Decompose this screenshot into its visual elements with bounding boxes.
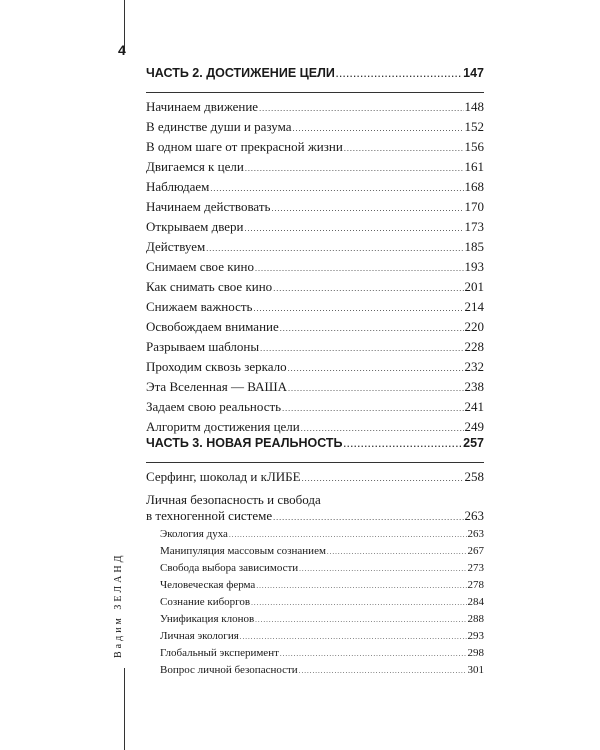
leader-dots — [302, 469, 464, 485]
part-title: ЧАСТЬ 3. НОВАЯ РЕАЛЬНОСТЬ — [146, 436, 343, 450]
toc-part-2 — [146, 66, 484, 439]
entry-title: Как снимать свое кино — [146, 279, 273, 294]
part-divider — [146, 92, 484, 93]
entry-page: 173 — [464, 219, 484, 234]
toc-subentry[interactable] — [146, 630, 484, 647]
part-title: ЧАСТЬ 2. ДОСТИЖЕНИЕ ЦЕЛИ — [146, 66, 335, 80]
leader-dots — [255, 613, 466, 625]
subentry-title: Вопрос личной безопасности — [160, 664, 298, 676]
entry-title: Открываем двери — [146, 219, 244, 234]
leader-dots — [271, 199, 463, 215]
leader-dots — [251, 596, 466, 608]
entry-title: Начинаем действовать — [146, 199, 271, 214]
entry-page: 232 — [464, 359, 484, 374]
subentry-title: Человеческая ферма — [160, 579, 256, 591]
subentry-title: Глобальный эксперимент — [160, 647, 279, 659]
toc-subentry[interactable] — [146, 562, 484, 579]
entry-page: 228 — [464, 339, 484, 354]
subentry-title: Унификация клонов — [160, 613, 255, 625]
toc-entry[interactable] — [146, 219, 484, 239]
toc-subentry[interactable] — [146, 613, 484, 630]
entry-title: Снимаем свое кино — [146, 259, 254, 274]
subchapter-list — [146, 528, 484, 681]
entry-page: 249 — [464, 419, 484, 434]
entry-title: Проходим сквозь зеркало — [146, 359, 287, 374]
entry-title: Алгоритм достижения цели — [146, 419, 300, 434]
subentry-title: Сознание киборгов — [160, 596, 251, 608]
entry-title: Разрываем шаблоны — [146, 339, 260, 354]
toc-entry[interactable] — [146, 259, 484, 279]
subentry-title: Манипуляция массовым сознанием — [160, 545, 326, 557]
toc-entry[interactable] — [146, 379, 484, 399]
leader-dots — [260, 339, 463, 355]
leader-dots — [280, 647, 467, 659]
entry-title: Снижаем важность — [146, 299, 253, 314]
leader-dots — [280, 319, 464, 335]
entry-page: 263 — [464, 508, 484, 523]
part-page: 257 — [463, 436, 484, 450]
toc-subentry[interactable] — [146, 545, 484, 562]
entry-page: 161 — [464, 159, 484, 174]
entry-page: 238 — [464, 379, 484, 394]
entry-page: 185 — [464, 239, 484, 254]
leader-dots — [240, 630, 467, 642]
leader-dots — [206, 239, 463, 255]
entry-page: 152 — [464, 119, 484, 134]
toc-entry[interactable] — [146, 319, 484, 339]
entry-title: В одном шаге от прекрасной жизни — [146, 139, 343, 154]
leader-dots — [273, 279, 463, 295]
leader-dots — [344, 139, 464, 155]
leader-dots — [259, 99, 463, 115]
entry-title: Эта Вселенная — ВАША — [146, 379, 287, 394]
toc-entry[interactable] — [146, 359, 484, 379]
toc-entry[interactable] — [146, 99, 484, 119]
leader-dots — [288, 379, 464, 395]
toc-entry[interactable] — [146, 119, 484, 139]
entry-title-line-1: Личная безопасность и свобода — [146, 492, 321, 507]
entry-page: 258 — [464, 469, 484, 484]
toc-entry[interactable] — [146, 339, 484, 359]
leader-dots — [210, 179, 463, 195]
entry-page: 156 — [464, 139, 484, 154]
entry-page: 148 — [464, 99, 484, 114]
subentry-page: 284 — [467, 596, 484, 608]
part-page: 147 — [463, 66, 484, 80]
leader-dots — [293, 119, 464, 135]
entry-page: 220 — [464, 319, 484, 334]
subentry-title: Экология духа — [160, 528, 228, 540]
entry-title: Освобождаем внимание — [146, 319, 279, 334]
leader-dots — [336, 66, 462, 80]
entry-title: Двигаемся к цели — [146, 159, 244, 174]
part-heading[interactable] — [146, 66, 484, 88]
subentry-page: 267 — [467, 545, 484, 557]
author-running-head: Вадим ЗЕЛАНД — [113, 552, 124, 658]
subentry-page: 273 — [467, 562, 484, 574]
entry-page: 168 — [464, 179, 484, 194]
leader-dots — [255, 259, 464, 275]
margin-line-bottom — [124, 668, 125, 750]
subentry-page: 301 — [467, 664, 484, 676]
toc-entry-multiline[interactable] — [146, 492, 484, 526]
leader-dots — [229, 528, 467, 540]
toc-entry[interactable] — [146, 469, 484, 489]
toc-subentry[interactable] — [146, 664, 484, 681]
entry-title: Задаем свою реальность — [146, 399, 282, 414]
subentry-page: 278 — [467, 579, 484, 591]
leader-dots — [253, 299, 463, 315]
toc-subentry[interactable] — [146, 596, 484, 613]
toc-part-3 — [146, 436, 484, 681]
subentry-page: 298 — [467, 647, 484, 659]
subentry-title: Свобода выбора зависимости — [160, 562, 299, 574]
toc-entry[interactable] — [146, 179, 484, 199]
leader-dots — [344, 436, 463, 450]
entry-title: Действуем — [146, 239, 206, 254]
leader-dots — [288, 359, 464, 375]
leader-dots — [301, 419, 464, 435]
subentry-page: 293 — [467, 630, 484, 642]
leader-dots — [327, 545, 467, 557]
toc-entry[interactable] — [146, 399, 484, 419]
toc-entry[interactable] — [146, 239, 484, 259]
toc-entry[interactable] — [146, 299, 484, 319]
entry-title-line-2: в техногенной системе — [146, 508, 273, 523]
toc-entry[interactable] — [146, 279, 484, 299]
leader-dots — [273, 508, 463, 524]
leader-dots — [256, 579, 466, 591]
leader-dots — [245, 219, 464, 235]
entry-page: 193 — [464, 259, 484, 274]
toc-subentry[interactable] — [146, 647, 484, 664]
leader-dots — [282, 399, 463, 415]
page-number: 4 — [118, 42, 126, 58]
toc-subentry[interactable] — [146, 579, 484, 596]
leader-dots — [299, 562, 466, 574]
entry-page: 241 — [464, 399, 484, 414]
leader-dots — [245, 159, 464, 175]
entry-title: В единстве души и разума — [146, 119, 292, 134]
toc-entry[interactable] — [146, 139, 484, 159]
subentry-title: Личная экология — [160, 630, 239, 642]
entry-title: Наблюдаем — [146, 179, 210, 194]
leader-dots — [299, 664, 467, 676]
entry-title: Начинаем движение — [146, 99, 259, 114]
subentry-page: 263 — [467, 528, 484, 540]
entry-title: Серфинг, шоколад и кЛИБЕ — [146, 469, 301, 484]
part-heading[interactable] — [146, 436, 484, 458]
chapter-list — [146, 99, 484, 439]
toc-entry[interactable] — [146, 159, 484, 179]
toc-entry[interactable] — [146, 199, 484, 219]
part-divider — [146, 462, 484, 463]
entry-page: 214 — [464, 299, 484, 314]
subentry-page: 288 — [467, 613, 484, 625]
entry-page: 201 — [464, 279, 484, 294]
entry-title-line-2-row — [146, 508, 484, 526]
entry-page: 170 — [464, 199, 484, 214]
toc-subentry[interactable] — [146, 528, 484, 545]
